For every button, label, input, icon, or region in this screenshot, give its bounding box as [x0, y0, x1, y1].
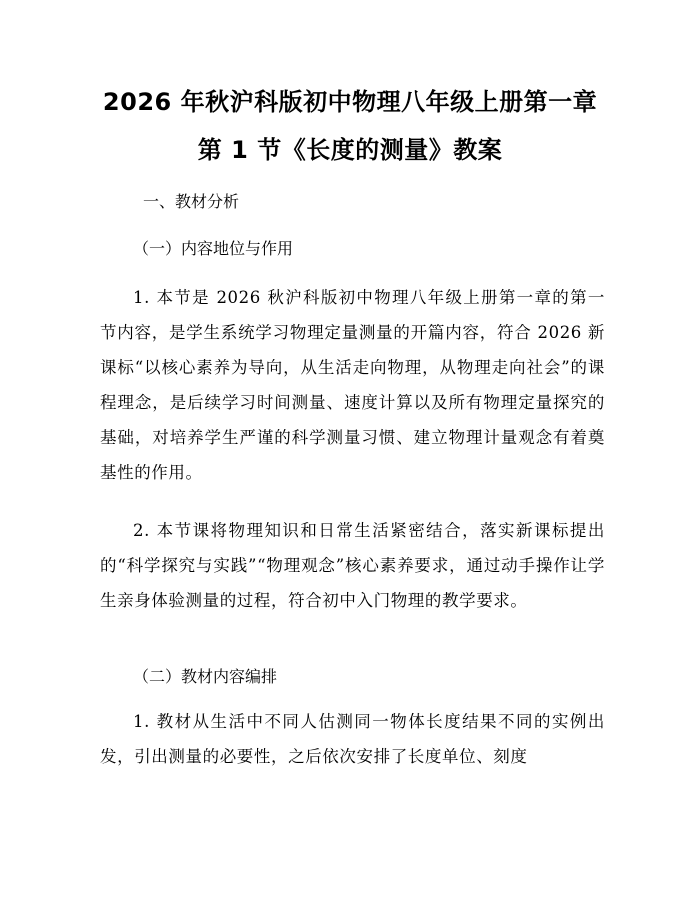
section-heading-material-analysis: 一、教材分析 — [143, 192, 240, 211]
document-title-line-2: 第 1 节《长度的测量》教案 — [197, 136, 503, 164]
paragraph-3: 1. 教材从生活中不同人估测同一物体长度结果不同的实例出发，引出测量的必要性，之后依次安排了长度单位、刻度 — [100, 712, 605, 766]
paragraph-1: 1. 本节是 2026 秋沪科版初中物理八年级上册第一章的第一节内容，是学生系统学习物理定量测量的开篇内容，符合 2026 新课标“以核心素养为导向，从生活走向物理，从物理走向社会”的课程理念，是后续学习时间测量、速度计算以及所有物理定量探究的基础，对培养学生严谨的科学测量习惯、建立物理计量观念有着奠基性的作用。 — [100, 288, 605, 482]
subsection-heading-content-role: （一）内容地位与作用 — [133, 239, 294, 258]
document-title-line-1: 2026 年秋沪科版初中物理八年级上册第一章 — [102, 88, 598, 116]
paragraph-2: 2. 本节课将物理知识和日常生活紧密结合，落实新课标提出的“科学探究与实践”“物理观念”核心素养要求，通过动手操作让学生亲身体验测量的过程，符合初中入门物理的教学要求。 — [100, 521, 605, 610]
subsection-heading-content-arrangement: （二）教材内容编排 — [133, 667, 278, 686]
